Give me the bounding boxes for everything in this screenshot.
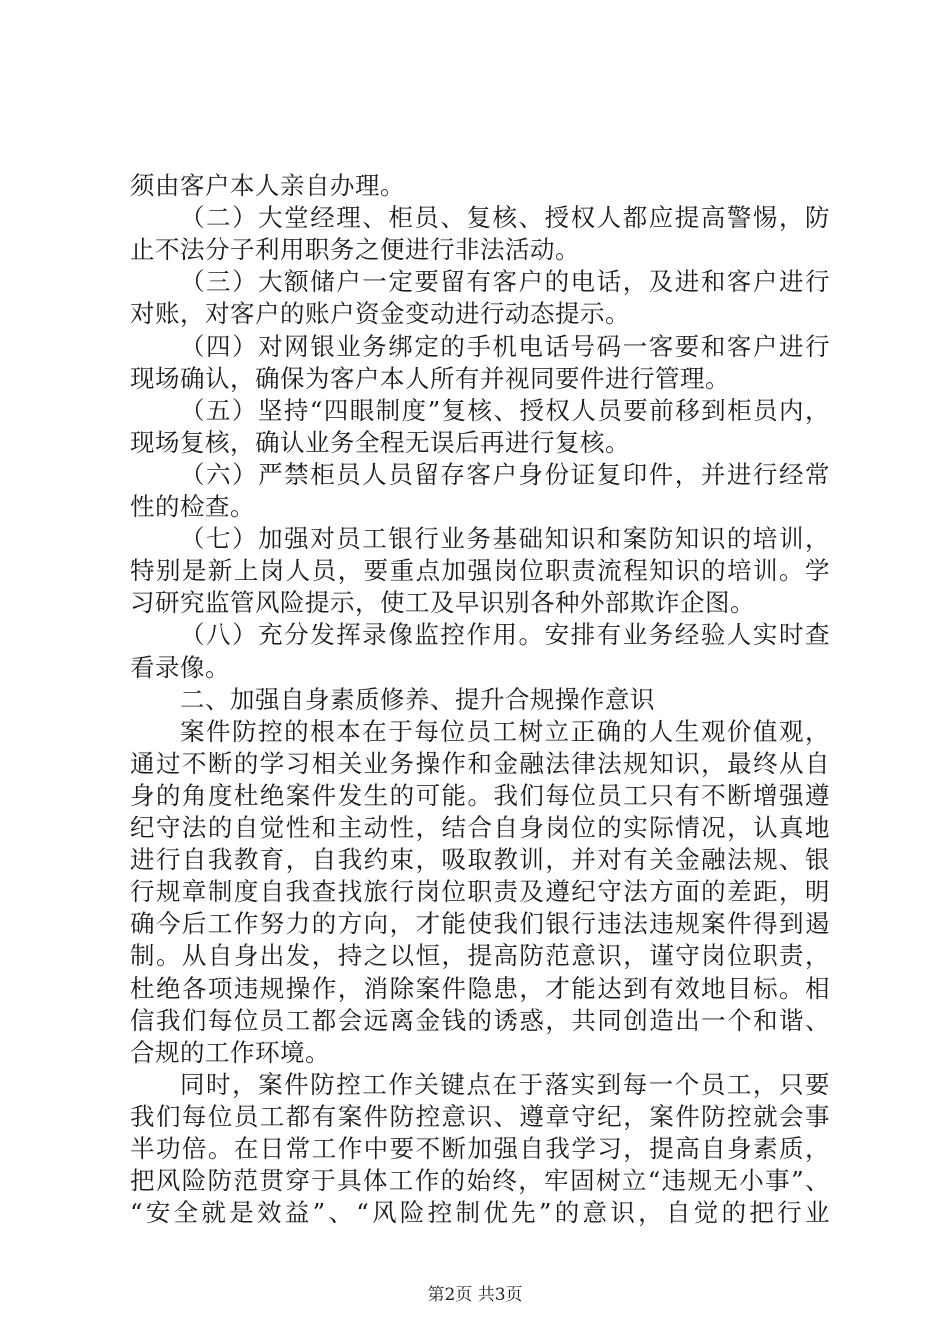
- text-line: （七）加强对员工银行业务基础知识和案防知识的培训，: [180, 524, 830, 554]
- text-line: （八）充分发挥录像监控作用。安排有业务经验人实时查: [180, 620, 830, 650]
- text-line: 杜绝各项违规操作，消除案件隐患，才能达到有效地目标。相: [130, 973, 830, 1003]
- text-line: 制。从自身出发，持之以恒，提高防范意识，谨守岗位职责，: [130, 941, 830, 971]
- text-line: （三）大额储户一定要留有客户的电话，及进和客户进行: [180, 267, 830, 297]
- text-line: （六）严禁柜员人员留存客户身份证复印件，并进行经常: [180, 459, 830, 489]
- text-line: （四）对网银业务绑定的手机电话号码一客要和客户进行: [180, 331, 830, 361]
- text-line: 我们每位员工都有案件防控意识、遵章守纪，案件防控就会事: [130, 1101, 830, 1131]
- text-line: 身的角度杜绝案件发生的可能。我们每位员工只有不断增强遵: [130, 780, 830, 810]
- text-line: 通过不断的学习相关业务操作和金融法律法规知识，最终从自: [130, 748, 830, 778]
- text-line: 性的检查。: [130, 492, 255, 521]
- text-line: 对账，对客户的账户资金变动进行动态提示。: [130, 299, 630, 329]
- page-footer: 第2页 共3页: [427, 1285, 523, 1305]
- text-line: “安全就是效益”、“风险控制优先”的意识，自觉的把行业: [130, 1198, 830, 1228]
- text-line: 现场复核，确认业务全程无误后再进行复核。: [130, 427, 630, 457]
- text-line: 确今后工作努力的方向，才能使我们银行违法违规案件得到遏: [130, 909, 830, 939]
- text-line: 止不法分子利用职务之便进行非法活动。: [130, 235, 580, 265]
- text-line: 特别是新上岗人员，要重点加强岗位职责流程知识的培训。学: [130, 556, 830, 586]
- text-line: （二）大堂经理、柜员、复核、授权人都应提高警惕，防: [180, 203, 830, 233]
- text-line: 案件防控的根本在于每位员工树立正确的人生观价值观，: [180, 716, 830, 746]
- text-line: 习研究监管风险提示，使工及早识别各种外部欺诈企图。: [130, 588, 755, 618]
- text-line: 行规章制度自我查找旅行岗位职责及遵纪守法方面的差距，明: [130, 877, 830, 907]
- text-line: 合规的工作环境。: [130, 1037, 330, 1067]
- text-line: 二、加强自身素质修养、提升合规操作意识: [180, 684, 655, 714]
- text-line: 半功倍。在日常工作中要不断加强自我学习，提高自身素质，: [130, 1134, 830, 1163]
- text-line: 进行自我教育，自我约束，吸取教训，并对有关金融法规、银: [130, 845, 830, 875]
- text-line: 同时，案件防控工作关键点在于落实到每一个员工，只要: [180, 1069, 830, 1099]
- text-line: 现场确认，确保为客户本人所有并视同要件进行管理。: [130, 363, 730, 393]
- text-line: 看录像。: [130, 652, 230, 682]
- text-line: 把风险防范贯穿于具体工作的始终，牢固树立“违规无小事”、: [130, 1166, 830, 1196]
- text-line: （五）坚持“四眼制度”复核、授权人员要前移到柜员内，: [180, 395, 830, 425]
- text-line: 信我们每位员工都会远离金钱的诱惑，共同创造出一个和谐、: [130, 1005, 830, 1035]
- text-line: 须由客户本人亲自办理。: [130, 171, 405, 200]
- text-line: 纪守法的自觉性和主动性，结合自身岗位的实际情况，认真地: [130, 813, 830, 842]
